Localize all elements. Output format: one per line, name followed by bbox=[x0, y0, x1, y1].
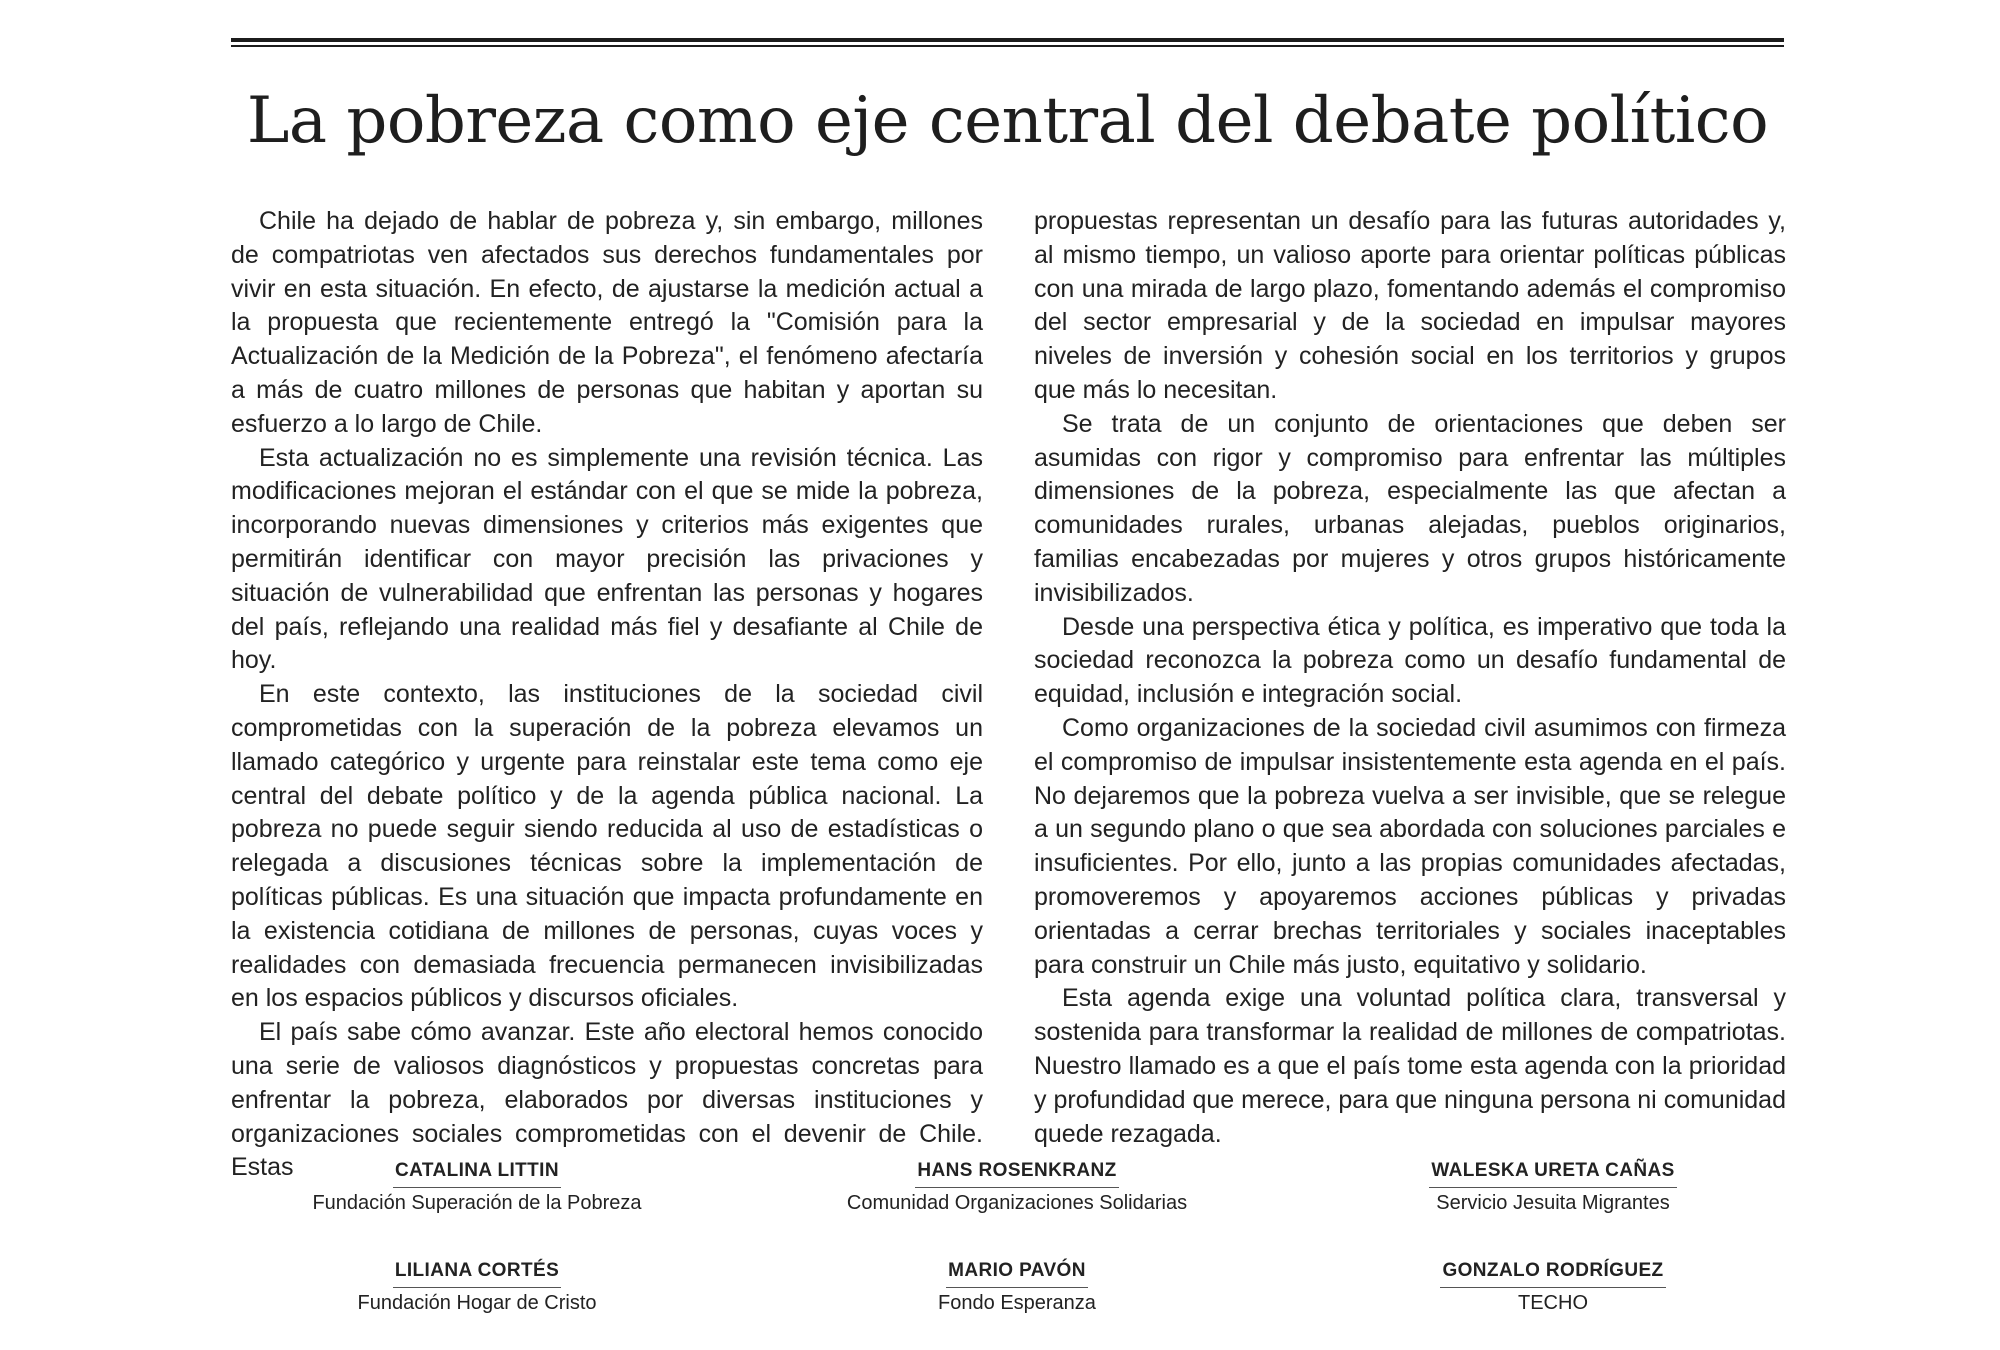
signatory-organization: Servicio Jesuita Migrantes bbox=[1436, 1192, 1670, 1214]
signatory-organization: Fondo Esperanza bbox=[938, 1292, 1096, 1314]
signatory-organization: Comunidad Organizaciones Solidarias bbox=[846, 1192, 1188, 1214]
left-column bbox=[231, 205, 983, 1185]
signatory-organization: Fundación Superación de la Pobreza bbox=[312, 1192, 642, 1214]
signatory-mario-pavon bbox=[757, 1260, 1277, 1315]
signatory-name: MARIO PAVÓN bbox=[946, 1260, 1088, 1288]
signatory-name: CATALINA LITTIN bbox=[393, 1160, 561, 1188]
signatory-name: HANS ROSENKRANZ bbox=[915, 1160, 1118, 1188]
paragraph: Esta actualización no es simplemente una revisión técnica. Las modificaciones mejoran el estándar con el que se mide la pobreza, incorporando nuevas dimensiones y criterios más exigentes que permitirán identificar con mayor precisión las privaciones y situación de vulnerabilidad que enfrentan las personas y hogares del país, reflejando una realidad más fiel y desafiante al Chile de hoy. bbox=[231, 443, 983, 675]
signatory-name: WALESKA URETA CAÑAS bbox=[1429, 1160, 1676, 1188]
paragraph: El país sabe cómo avanzar. Este año electoral hemos conocido una serie de valiosos diagnósticos y propuestas concretas para enfrentar la pobreza, elaborados por diversas instituciones y organizaciones sociales comprometidas con el devenir de Chile. Estas bbox=[231, 1018, 983, 1182]
signatory-name: LILIANA CORTÉS bbox=[393, 1260, 561, 1288]
signatory-waleska-ureta bbox=[1293, 1160, 1813, 1215]
signatory-catalina-littin bbox=[217, 1160, 737, 1215]
paragraph: Se trata de un conjunto de orientaciones que deben ser asumidas con rigor y compromiso para enfrentar las múltiples dimensiones de la pobreza, especialmente las que afectan a comunidades rurales, urbanas alejadas, pueblos originarios, familias encabezadas por mujeres y otros grupos históricamente invisibilizados. bbox=[1034, 409, 1786, 607]
signatory-hans-rosenkranz bbox=[757, 1160, 1277, 1215]
signatory-organization: Fundación Hogar de Cristo bbox=[357, 1292, 597, 1314]
signatory-name: GONZALO RODRÍGUEZ bbox=[1440, 1260, 1665, 1288]
paragraph: En este contexto, las instituciones de la sociedad civil comprometidas con la superación de la pobreza elevamos un llamado categórico y urgente para reinstalar este tema como eje central del debate político y de la agenda pública nacional. La pobreza no puede seguir siendo reducida al uso de estadísticas o relegada a discusiones técnicas sobre la implementación de políticas públicas. Es una situación que impacta profundamente en la existencia cotidiana de millones de personas, cuyas voces y realidades con demasiada frecuencia permanecen invisibilizadas en los espacios públicos y discursos oficiales. bbox=[231, 680, 983, 1013]
paragraph: Desde una perspectiva ética y política, es imperativo que toda la sociedad reconozca la pobreza como un desafío fundamental de equidad, inclusión e integración social. bbox=[1034, 612, 1786, 709]
top-rule-thin bbox=[231, 45, 1784, 47]
top-rule-thick bbox=[231, 38, 1784, 42]
paragraph: Esta agenda exige una voluntad política clara, transversal y sostenida para transformar la realidad de millones de compatriotas. Nuestro llamado es a que el país tome esta agenda con la prioridad y profundidad que merece, para que ninguna persona ni comunidad quede rezagada. bbox=[1034, 984, 1786, 1148]
signatory-organization: TECHO bbox=[1518, 1292, 1588, 1314]
signatory-gonzalo-rodriguez bbox=[1293, 1260, 1813, 1315]
paragraph-continued: propuestas representan un desafío para las futuras autoridades y, al mismo tiempo, un valioso aporte para orientar políticas públicas con una mirada de largo plazo, fomentando además el compromiso del sector empresarial y de la sociedad en impulsar mayores niveles de inversión y cohesión social en los territorios y grupos que más lo necesitan. bbox=[1034, 207, 1786, 404]
paragraph: Como organizaciones de la sociedad civil asumimos con firmeza el compromiso de impulsar insistentemente esta agenda en el país. No dejaremos que la pobreza vuelva a ser invisible, que se relegue a un segundo plano o que sea abordada con soluciones parciales e insuficientes. Por ello, junto a las propias comunidades afectadas, promoveremos y apoyaremos acciones públicas y privadas orientadas a cerrar brechas territoriales y sociales inaceptables para construir un Chile más justo, equitativo y solidario. bbox=[1034, 713, 1786, 979]
signatory-liliana-cortes bbox=[217, 1260, 737, 1315]
paragraph: Chile ha dejado de hablar de pobreza y, sin embargo, millones de compatriotas ven afectados sus derechos fundamentales por vivir en esta situación. En efecto, de ajustarse la medición actual a la propuesta que recientemente entregó la "Comisión para la Actualización de la Medición de la Pobreza", el fenómeno afectaría a más de cuatro millones de personas que habitan y aportan su esfuerzo a lo largo de Chile. bbox=[231, 207, 983, 438]
right-column bbox=[1034, 205, 1786, 1151]
headline: La pobreza como eje central del debate político bbox=[246, 84, 1769, 158]
